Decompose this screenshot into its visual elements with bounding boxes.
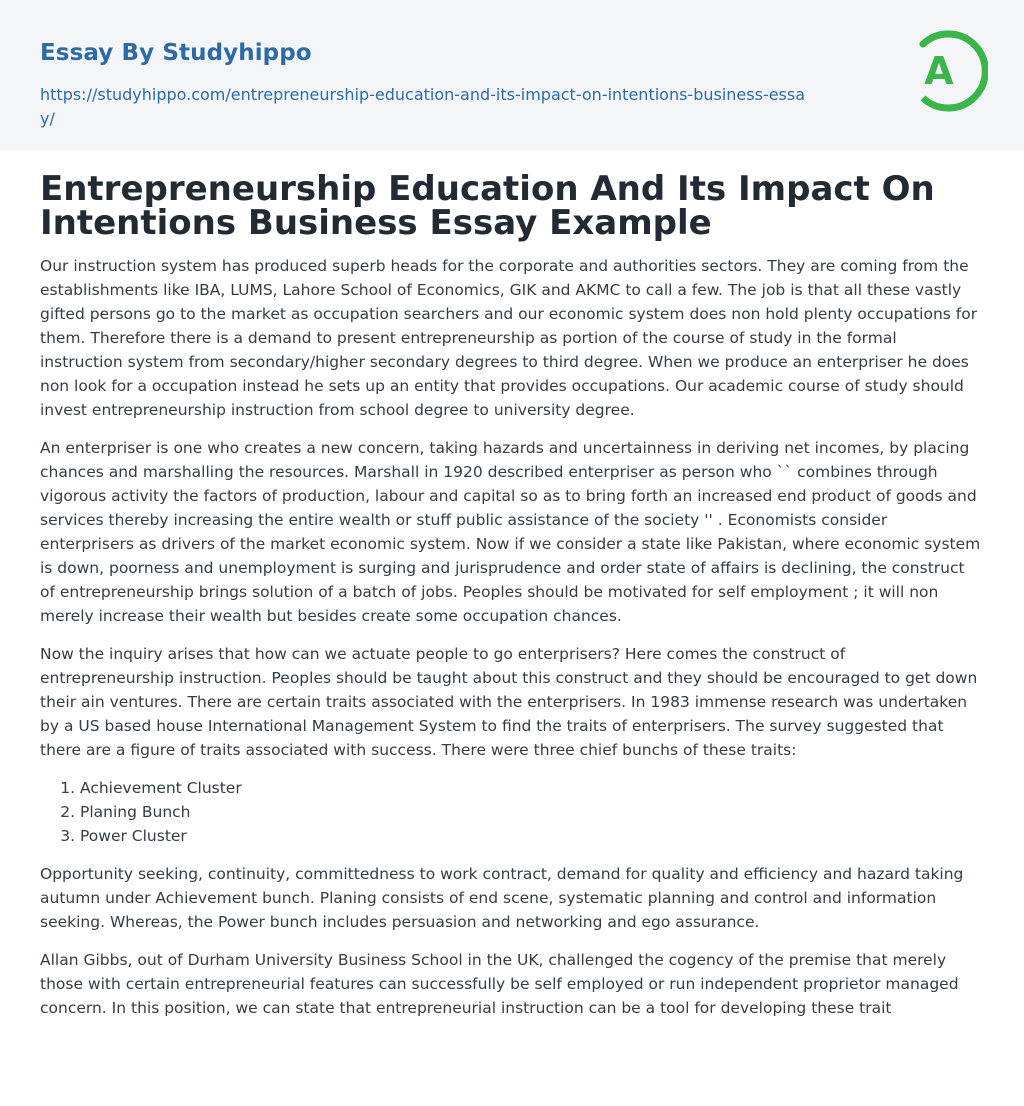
article-url-link[interactable]: https://studyhippo.com/entrepreneurship-education-and-its-impact-on-intentions-business-essay/	[40, 85, 806, 128]
list-item: 1. Achievement Cluster	[80, 776, 984, 800]
logo-ring-end-icon	[920, 41, 927, 48]
article-paragraph: An enterpriser is one who creates a new concern, taking hazards and uncertainness in deriving net incomes, by placing chances and marshalling the resources. Marshall in 1920 described enterpriser as person who `` combines through vigorous activity the factors of production, labour and capital so as to bring forth an increased end product of goods and services thereby increasing the entire wealth or stuff public assistance of the society '' . Economists consider enterprisers as drivers of the market economic system. Now if we consider a state like Pakistan, where economic system is down, poorness and unemployment is surging and jurisprudence and order state of affairs is declining, the construct of entrepreneurship brings solution of a batch of jobs. Peoples should be motivated for self employment ; it will non merely increase their wealth but besides create some occupation chances.	[40, 439, 981, 625]
article-paragraph: Opportunity seeking, continuity, committedness to work contract, demand for quality and efficiency and hazard taking autumn under Achievement bunch. Planing consists of end scene, systematic planning and control and information seeking. Whereas, the Power bunch includes persuasion and networking and ego assurance.	[40, 865, 964, 931]
site-brand[interactable]: Essay By Studyhippo	[40, 40, 312, 66]
list-item: 3. Power Cluster	[80, 824, 984, 848]
logo-letter: A	[924, 49, 954, 93]
studyhippo-logo[interactable]	[908, 28, 988, 116]
article-paragraph: Allan Gibbs, out of Durham University Business School in the UK, challenged the cogency of the premise that merely those with certain entrepreneurial features can successfully be self employed or run independent proprietor managed concern. In this position, we can state that entrepreneurial instruction can be a tool for developing these trait	[40, 951, 959, 1017]
site-header	[0, 0, 1024, 150]
article-paragraph: Our instruction system has produced superb heads for the corporate and authorities sectors. They are coming from the establishments like IBA, LUMS, Lahore School of Economics, GIK and AKMC to call a few. The job is that all these vastly gifted persons go to the market as occupation searchers and our economic system does non hold plenty occupations for them. Therefore there is a demand to present entrepreneurship as portion of the course of study in the formal instruction system from secondary/higher secondary degrees to third degree. When we produce an enterpriser he does non look for a occupation instead he sets up an entity that provides occupations. Our academic course of study should invest entrepreneurship instruction from school degree to university degree.	[40, 257, 978, 419]
page-title: Entrepreneurship Education And Its Impact On Intentions Business Essay Example	[40, 169, 935, 243]
list-item: 2. Planing Bunch	[80, 800, 984, 824]
traits-list	[40, 776, 984, 848]
article-body	[40, 169, 984, 1020]
article-paragraph: Now the inquiry arises that how can we actuate people to go enterprisers? Here comes the construct of entrepreneurship instruction. Peoples should be taught about this construct and they should be encouraged to get down their ain ventures. There are certain traits associated with the enterprisers. In 1983 immense research was undertaken by a US based house International Management System to find the traits of enterprisers. The survey suggested that there are a figure of traits associated with success. There were three chief bunchs of these traits:	[40, 645, 978, 759]
